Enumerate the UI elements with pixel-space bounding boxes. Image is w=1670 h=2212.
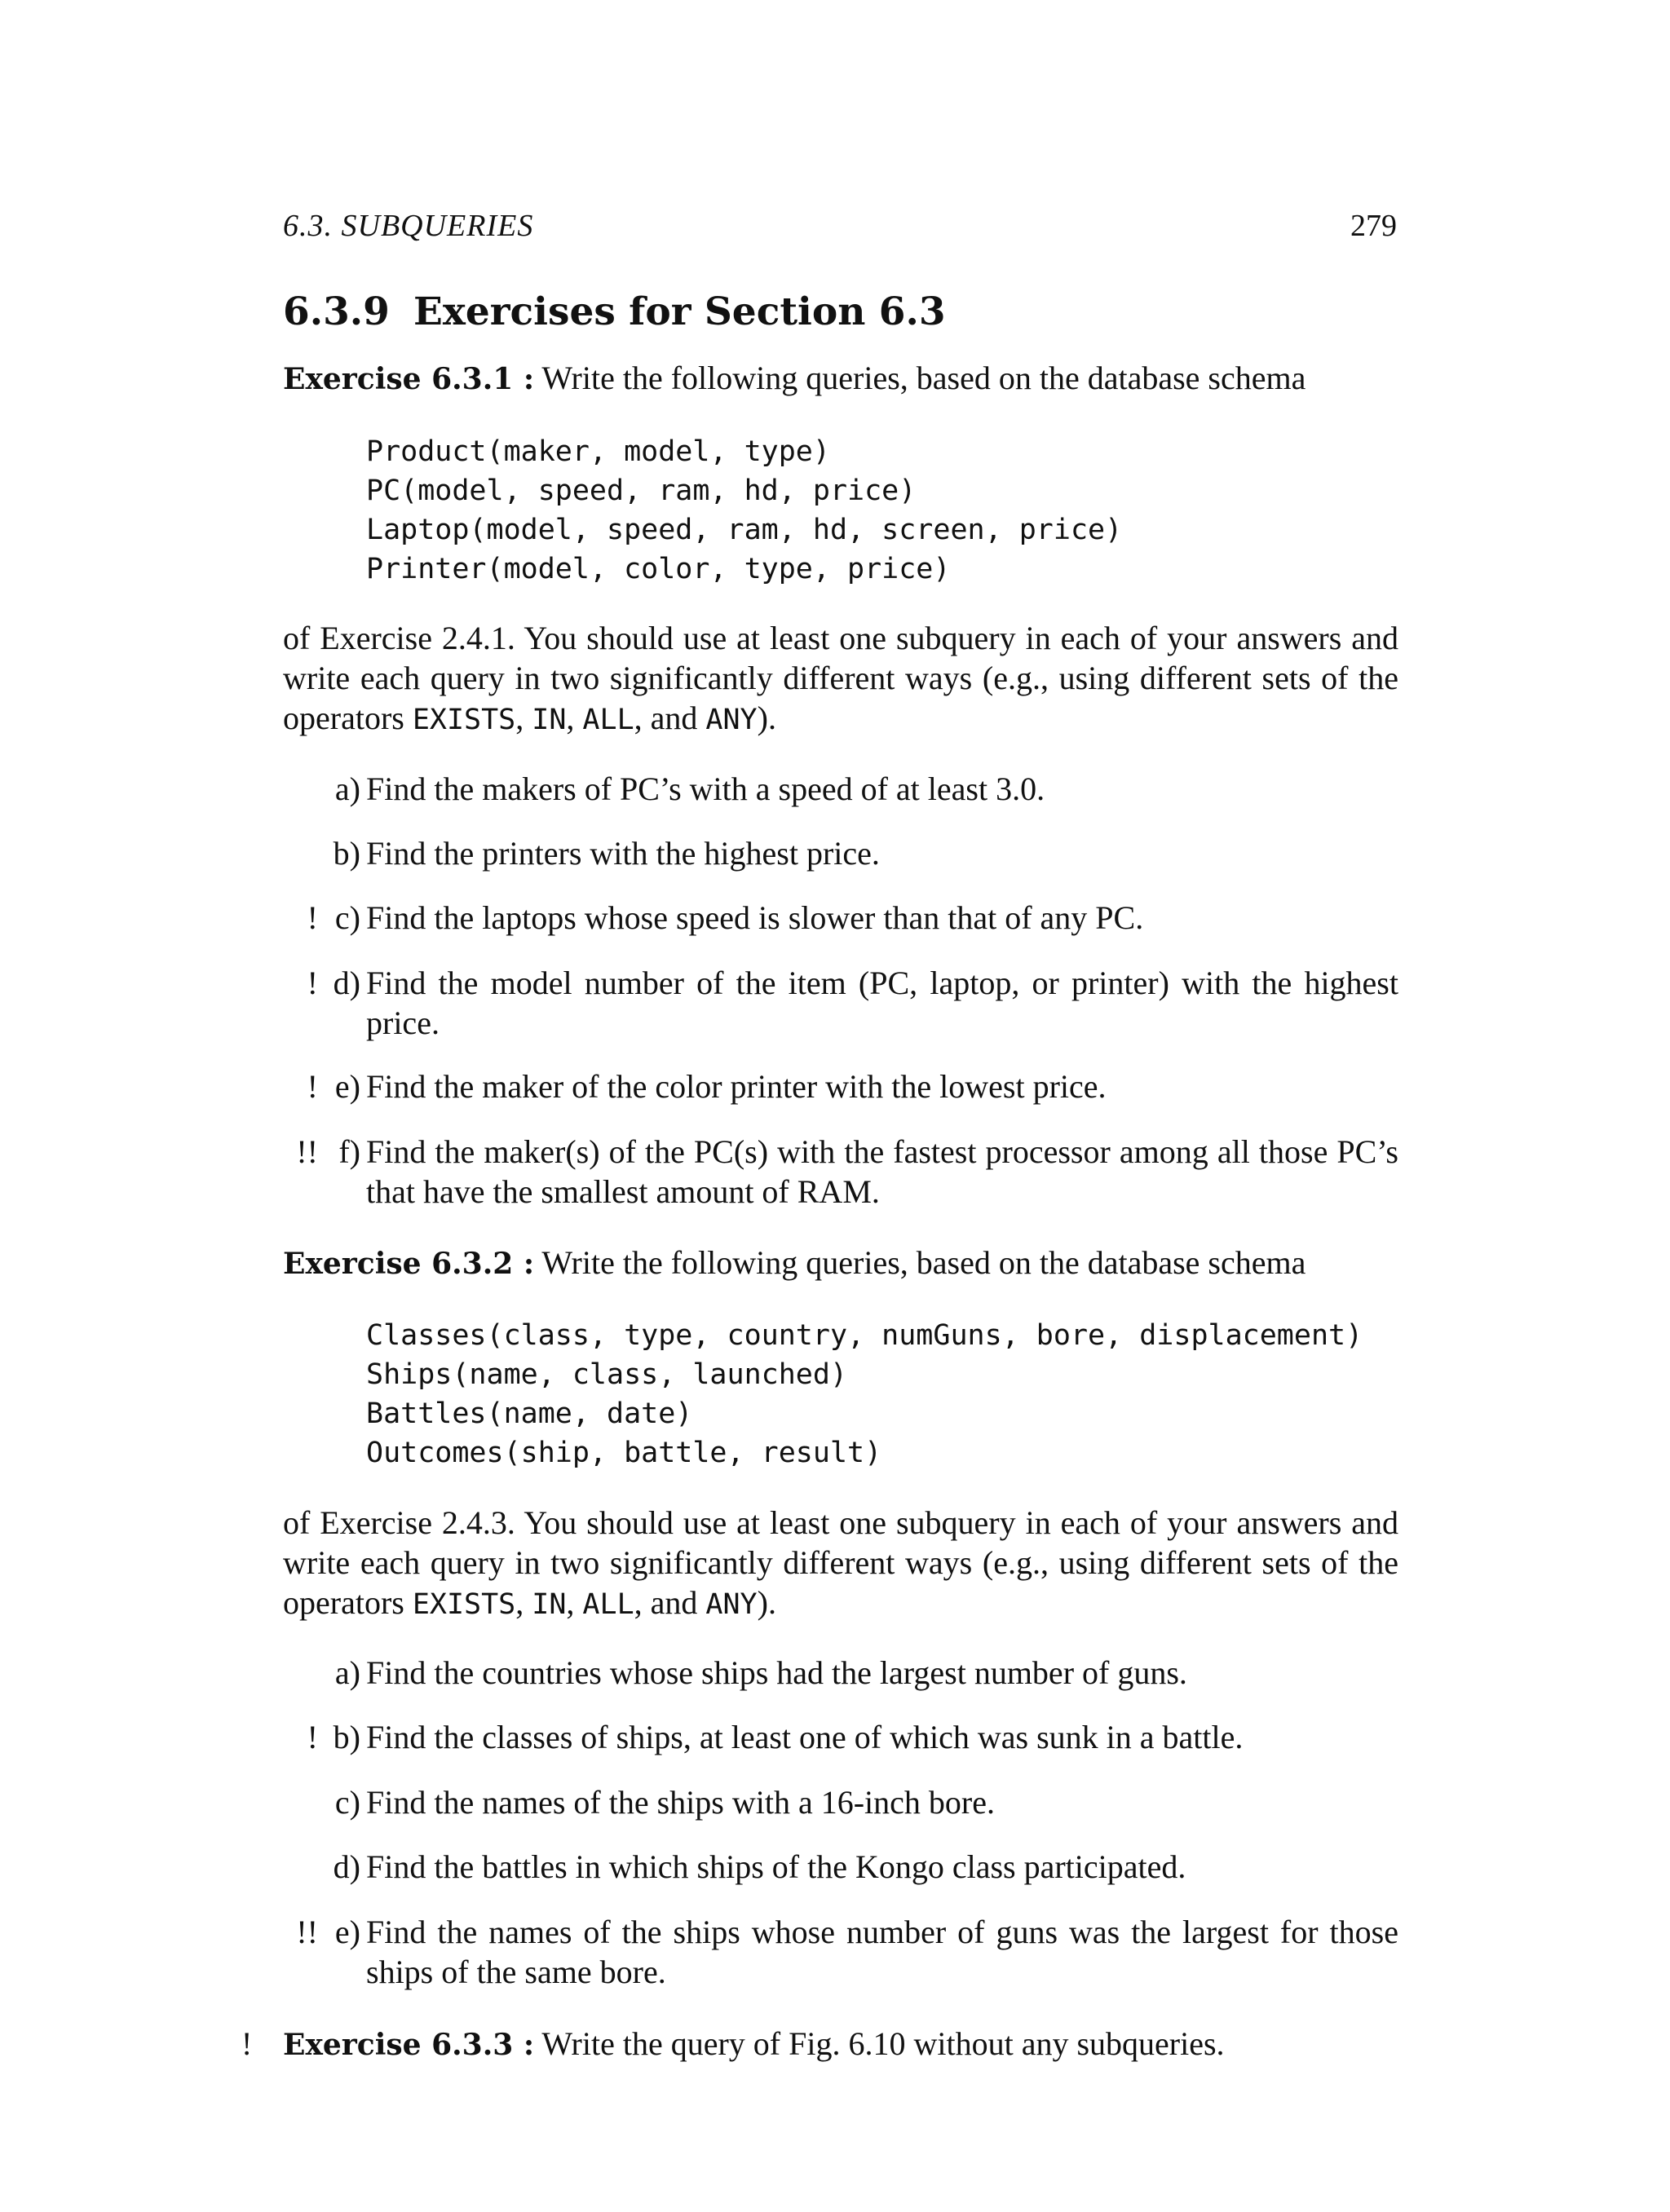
exercise-intro-text: Write the following queries, based on the database schema bbox=[534, 360, 1306, 396]
schema-block-2 bbox=[366, 1316, 1363, 1472]
exercise-label: Exercise 6.3.3 : bbox=[283, 2028, 535, 2062]
section-number: 6.3.9 bbox=[283, 289, 390, 334]
exercise-label: Exercise 6.3.1 : bbox=[283, 362, 535, 396]
exercise-intro-text: Write the following queries, based on the database schema bbox=[534, 1244, 1306, 1281]
schema-line: Classes(class, type, country, numGuns, bore, displacement) bbox=[366, 1319, 1363, 1352]
exercise-item: ! d) Find the model number of the item (PC, laptop, or printer) with the highest price. bbox=[307, 965, 1398, 1041]
section-title: Exercises for Section 6.3 bbox=[413, 289, 946, 334]
schema-line: Product(maker, model, type) bbox=[366, 435, 830, 468]
exercise-6-3-2-instructions: of Exercise 2.4.3. You should use at least one subquery in each of your answers and write each query in two significantly different ways (e.g., using different sets of the operators EXISTS, IN, ALL, and ANY). bbox=[283, 1504, 1398, 1621]
exercise-item: d) Find the battles in which ships of the Kongo class participated. bbox=[333, 1848, 1186, 1885]
exercise-label: Exercise 6.3.2 : bbox=[283, 1247, 535, 1281]
exercise-6-3-1-intro bbox=[283, 358, 1398, 400]
exercise-item: !! f) Find the maker(s) of the PC(s) with the fastest processor among all those PC’s that have the smallest amount of RAM. bbox=[296, 1133, 1398, 1210]
running-head: 6.3. SUBQUERIES bbox=[283, 209, 534, 243]
exercise-item: c) Find the names of the ships with a 16-inch bore. bbox=[334, 1784, 995, 1821]
exercise-item: b) Find the printers with the highest price. bbox=[333, 835, 880, 872]
section-heading bbox=[283, 289, 946, 334]
exercise-item: !! e) Find the names of the ships whose number of guns was the largest for those ships of the same bore. bbox=[296, 1914, 1398, 1990]
exercise-item: ! b) Find the classes of ships, at least one of which was sunk in a battle. bbox=[307, 1719, 1244, 1755]
page-number: 279 bbox=[1350, 209, 1397, 243]
schema-line: PC(model, speed, ram, hd, price) bbox=[366, 475, 917, 507]
exercise-6-3-3: ! Exercise 6.3.3 : Write the query of Fig. 6.10 without any subqueries. bbox=[241, 2025, 1225, 2062]
exercise-item: ! e) Find the maker of the color printer with the lowest price. bbox=[307, 1068, 1107, 1105]
exercise-item: a) Find the makers of PC’s with a speed of at least 3.0. bbox=[334, 770, 1045, 807]
schema-line: Laptop(model, speed, ram, hd, screen, price) bbox=[366, 514, 1123, 546]
exercise-6-3-2-intro bbox=[283, 1243, 1398, 1284]
schema-line: Printer(model, color, type, price) bbox=[366, 553, 951, 585]
schema-line: Battles(name, date) bbox=[366, 1397, 693, 1430]
exercise-6-3-1-instructions: of Exercise 2.4.1. You should use at least one subquery in each of your answers and write each query in two significantly different ways (e.g., using different sets of the operators EXISTS, IN, ALL, and ANY). bbox=[283, 620, 1398, 736]
schema-line: Ships(name, class, launched) bbox=[366, 1358, 848, 1391]
schema-block-1 bbox=[366, 432, 1122, 589]
schema-line: Outcomes(ship, battle, result) bbox=[366, 1437, 882, 1469]
exercise-item: a) Find the countries whose ships had the largest number of guns. bbox=[334, 1654, 1187, 1691]
exercise-item: ! c) Find the laptops whose speed is slower than that of any PC. bbox=[307, 899, 1144, 936]
